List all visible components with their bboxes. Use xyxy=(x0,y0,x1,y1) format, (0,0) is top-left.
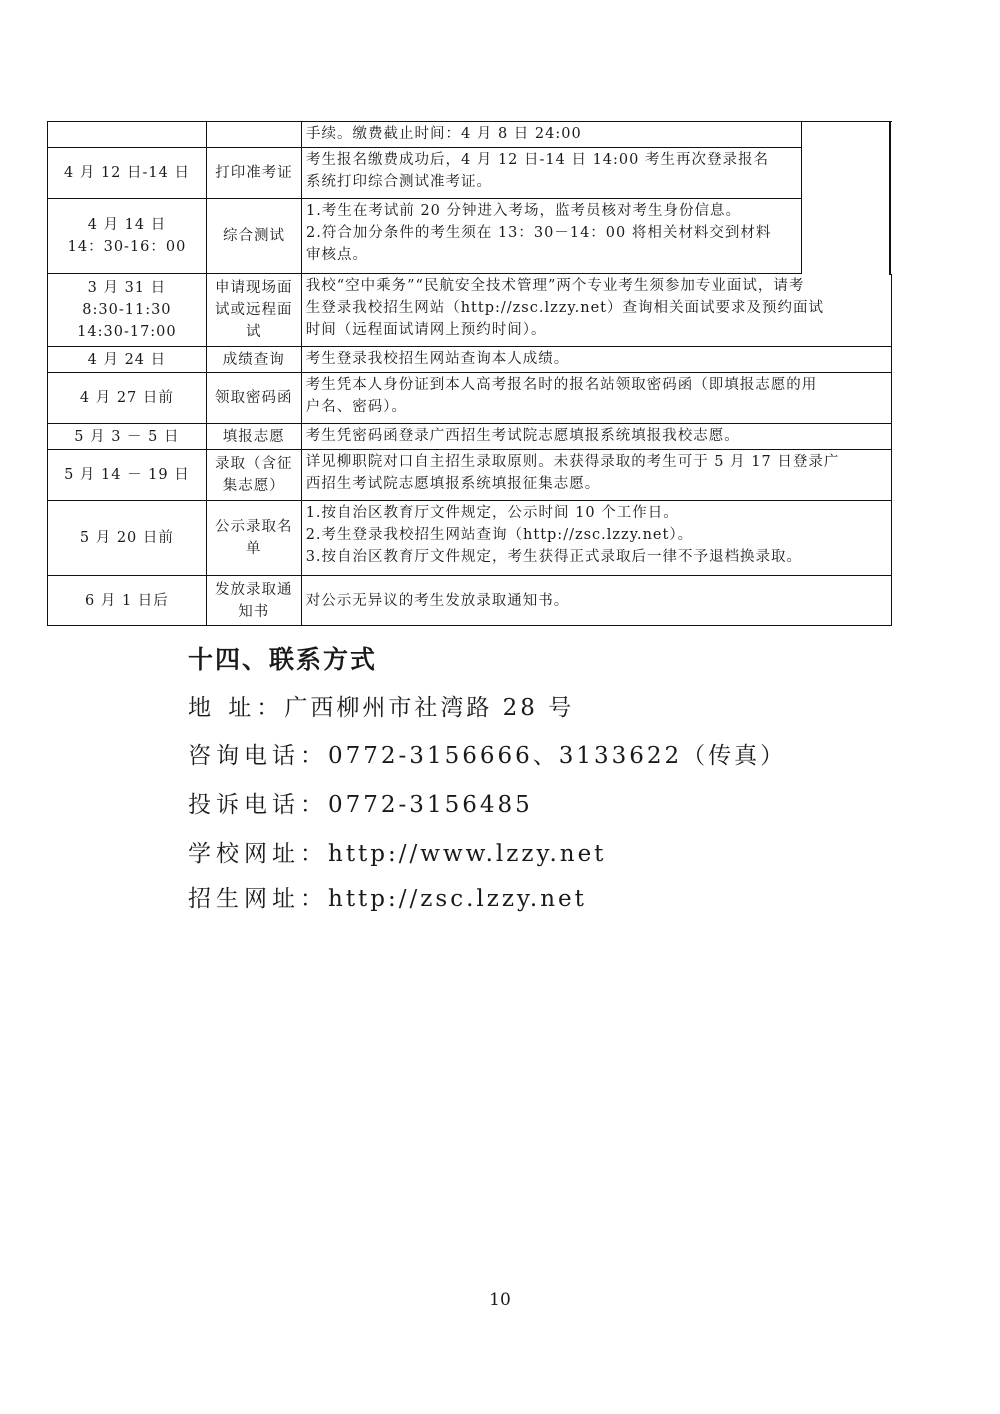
item-line: 成绩查询 xyxy=(222,351,285,368)
date-line: 5 月 14 － 19 日 xyxy=(64,467,190,483)
table-row xyxy=(47,501,892,576)
date-line: 14:30-17:00 xyxy=(77,324,177,340)
table-row xyxy=(47,121,892,148)
detail-line: 考生凭密码函登录广西招生考试院志愿填报系统填报我校志愿。 xyxy=(305,428,740,444)
detail-cell xyxy=(302,274,892,347)
address-line xyxy=(188,689,574,722)
item-line: 填报志愿 xyxy=(222,428,285,445)
item-cell xyxy=(207,199,302,274)
phone-value: 0772-3156666、3133622（传真） xyxy=(328,743,787,769)
table-row xyxy=(47,576,892,626)
item-line: 试或远程面 xyxy=(215,302,293,318)
item-line: 打印准考证 xyxy=(215,165,293,181)
date-cell xyxy=(48,199,207,274)
detail-line: 手续。缴费截止时间：4 月 8 日 24:00 xyxy=(306,126,582,142)
date-line: 8:30-11:30 xyxy=(82,302,172,318)
item-cell xyxy=(207,122,302,148)
detail-line: 1.考生在考试前 20 分钟进入考场，监考员核对考生身份信息。 xyxy=(306,203,742,219)
item-cell xyxy=(207,424,302,450)
item-cell xyxy=(207,373,302,424)
date-line: 14：30-16：00 xyxy=(67,239,187,255)
item-line: 公示录取名 xyxy=(215,519,293,535)
admission-site-link[interactable]: http://zsc.lzzy.net xyxy=(328,886,587,912)
item-cell xyxy=(207,148,302,199)
detail-line: 审核点。 xyxy=(306,247,368,263)
detail-cell xyxy=(302,576,892,626)
item-line: 知书 xyxy=(238,603,270,620)
date-cell xyxy=(48,274,207,347)
admission-site-line xyxy=(188,880,587,913)
detail-line: 2.符合加分条件的考生须在 13：30－14：00 将相关材料交到材料 xyxy=(306,225,772,241)
table-row xyxy=(47,373,892,424)
date-line: 4 月 24 日 xyxy=(87,351,167,368)
detail-line: 生登录我校招生网站（http://zsc.lzzy.net）查询相关面试要求及预约面试 xyxy=(305,300,824,316)
school-site-label: 学校网址： xyxy=(188,841,328,867)
item-line: 录取（含征 xyxy=(215,456,293,472)
detail-line: 系统打印综合测试准考证。 xyxy=(306,174,492,190)
detail-line: 考生凭本人身份证到本人高考报名时的报名站领取密码函（即填报志愿的用 xyxy=(305,377,818,393)
item-line: 试 xyxy=(246,324,262,340)
detail-cell xyxy=(302,199,802,274)
item-cell xyxy=(207,576,302,626)
date-cell xyxy=(48,373,207,424)
date-line: 4 月 27 日前 xyxy=(79,390,174,406)
table-row xyxy=(47,274,892,347)
detail-cell xyxy=(302,347,892,373)
date-cell xyxy=(48,148,207,199)
detail-line: 2.考生登录我校招生网站查询（http://zsc.lzzy.net）。 xyxy=(305,527,694,543)
item-cell xyxy=(207,450,302,501)
item-line: 发放录取通 xyxy=(215,581,293,598)
section-title: 十四、联系方式 xyxy=(188,645,378,674)
item-cell xyxy=(207,347,302,373)
complaint-value: 0772-3156485 xyxy=(328,792,533,818)
date-line: 5 月 3 － 5 日 xyxy=(74,428,180,445)
phone-line xyxy=(188,737,786,770)
item-line: 集志愿） xyxy=(222,478,285,494)
complaint-label: 投诉电话： xyxy=(188,792,328,818)
detail-cell xyxy=(302,122,802,148)
table-edge-line xyxy=(889,121,891,275)
admission-site-label: 招生网址： xyxy=(188,886,328,912)
item-line: 综合测试 xyxy=(223,228,285,244)
detail-line: 详见柳职院对口自主招生录取原则。未获得录取的考生可于 5 月 17 日登录广 xyxy=(305,454,840,470)
detail-line: 户名、密码）。 xyxy=(305,399,407,415)
table-row xyxy=(47,347,892,373)
detail-line: 时间（远程面试请网上预约时间）。 xyxy=(305,322,547,338)
address-label: 地 址： xyxy=(188,695,285,721)
detail-line: 考生登录我校招生网站查询本人成绩。 xyxy=(305,351,570,367)
school-site-link[interactable]: http://www.lzzy.net xyxy=(328,841,607,867)
detail-line: 对公示无异议的考生发放录取通知书。 xyxy=(305,592,570,609)
phone-label: 咨询电话： xyxy=(188,743,328,769)
detail-cell xyxy=(302,373,892,424)
item-cell xyxy=(207,274,302,347)
detail-line: 考生报名缴费成功后，4 月 12 日-14 日 14:00 考生再次登录报名 xyxy=(306,152,769,168)
date-line: 5 月 20 日前 xyxy=(79,530,174,546)
table-row xyxy=(47,199,892,274)
detail-cell xyxy=(302,148,802,199)
item-line: 单 xyxy=(246,541,262,557)
date-line: 3 月 31 日 xyxy=(87,280,167,296)
detail-line: 3.按自治区教育厅文件规定，考生获得正式录取后一律不予退档换录取。 xyxy=(305,549,803,565)
table-row xyxy=(47,424,892,450)
date-cell xyxy=(48,424,207,450)
date-cell xyxy=(48,501,207,576)
item-cell xyxy=(207,501,302,576)
detail-line: 我校“空中乘务”“民航安全技术管理”两个专业考生须参加专业面试，请考 xyxy=(305,278,805,294)
detail-line: 西招生考试院志愿填报系统填报征集志愿。 xyxy=(305,476,601,492)
date-cell xyxy=(48,450,207,501)
detail-line: 1.按自治区教育厅文件规定，公示时间 10 个工作日。 xyxy=(305,505,679,521)
detail-cell xyxy=(302,501,892,576)
date-line: 4 月 14 日 xyxy=(87,217,167,233)
date-line: 4 月 12 日-14 日 xyxy=(64,165,190,181)
item-line: 申请现场面 xyxy=(215,280,293,296)
table-row xyxy=(47,450,892,501)
school-site-line xyxy=(188,835,606,868)
schedule-table xyxy=(47,121,892,626)
page-number: 10 xyxy=(489,1290,511,1310)
date-line: 6 月 1 日后 xyxy=(85,592,169,609)
date-cell xyxy=(48,347,207,373)
date-cell xyxy=(48,576,207,626)
complaint-line xyxy=(188,786,533,819)
table-row xyxy=(47,148,892,199)
item-line: 领取密码函 xyxy=(215,390,293,406)
detail-cell xyxy=(302,450,892,501)
detail-cell xyxy=(302,424,892,450)
address-value: 广西柳州市社湾路 28 号 xyxy=(284,695,575,721)
date-cell xyxy=(48,122,207,148)
